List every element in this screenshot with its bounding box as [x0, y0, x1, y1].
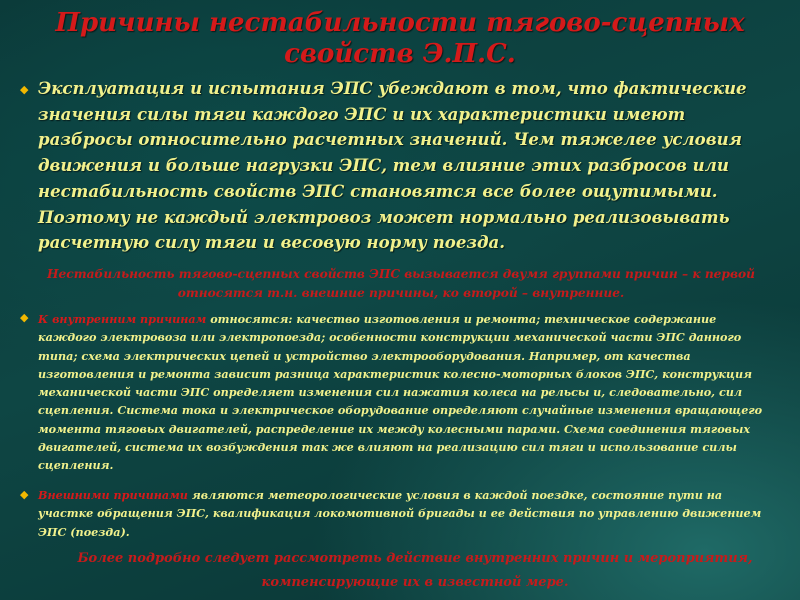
- external-causes-lead: Внешними причинами: [38, 488, 188, 502]
- paragraph-exploitation: Эксплуатация и испытания ЭПС убеждают в том, что фактические значения силы тяги каждого ЭПС и их характеристики имеют разбросы относительно расчетных значений. Чем тяжелее условия движения и больше нагрузки ЭПС, тем влияние этих разбросов или нестабильность свойств ЭПС становятся все более ощутимыми. Поэтому не каждый электровоз может нормально реализовывать расчетную силу тяги и весовую норму поезда.: [38, 78, 747, 253]
- paragraph-internal-causes: [38, 310, 770, 475]
- slide-title: Причины нестабильности тягово-сцепных свойств Э.П.С.: [55, 8, 745, 69]
- internal-causes-text: относятся: качество изготовления и ремонта; техническое содержание каждого электровоза или электропоезда; особенности конструкции механической части ЭПС данного типа; схема электрических цепей и устройство электрооборудования. Например, от качества изготовления и ремонта зависит разница характеристик колесно-моторных блоков ЭПС, конструкция механической части ЭПС определяет изменения сил нажатия колеса на рельсы и, следовательно, сил сцепления. Система тока и электрическое оборудование определяют случайные изменения вращающего момента тяговых двигателей, распределение их между колесными парами. Схема соединения тяговых двигателей, система их возбуждения так же влияют на реализацию сил тяги и использование силы сцепления.: [38, 312, 763, 473]
- internal-causes-lead: К внутренним причинам: [38, 312, 207, 326]
- diamond-bullet-icon: ◆: [20, 488, 29, 501]
- paragraph-causes-groups: Нестабильность тягово-сцепных свойств ЭПС вызывается двумя группами причин – к первой относятся т.н. внешние причины, ко второй – внутренние.: [47, 267, 755, 300]
- external-causes-text: являются метеорологические условия в каждой поездке, состояние пути на участке обращения ЭПС, квалификация локомотивной бригады и ее действия по управлению движением ЭПС (поезда).: [38, 488, 762, 539]
- diamond-bullet-icon: ◆: [20, 311, 29, 324]
- paragraph-external-causes: [38, 486, 770, 541]
- paragraph-conclusion: Более подробно следует рассмотреть действие внутренних причин и мероприятия, компенсирующие их в известной мере.: [77, 551, 753, 590]
- diamond-bullet-icon: ◆: [20, 83, 29, 96]
